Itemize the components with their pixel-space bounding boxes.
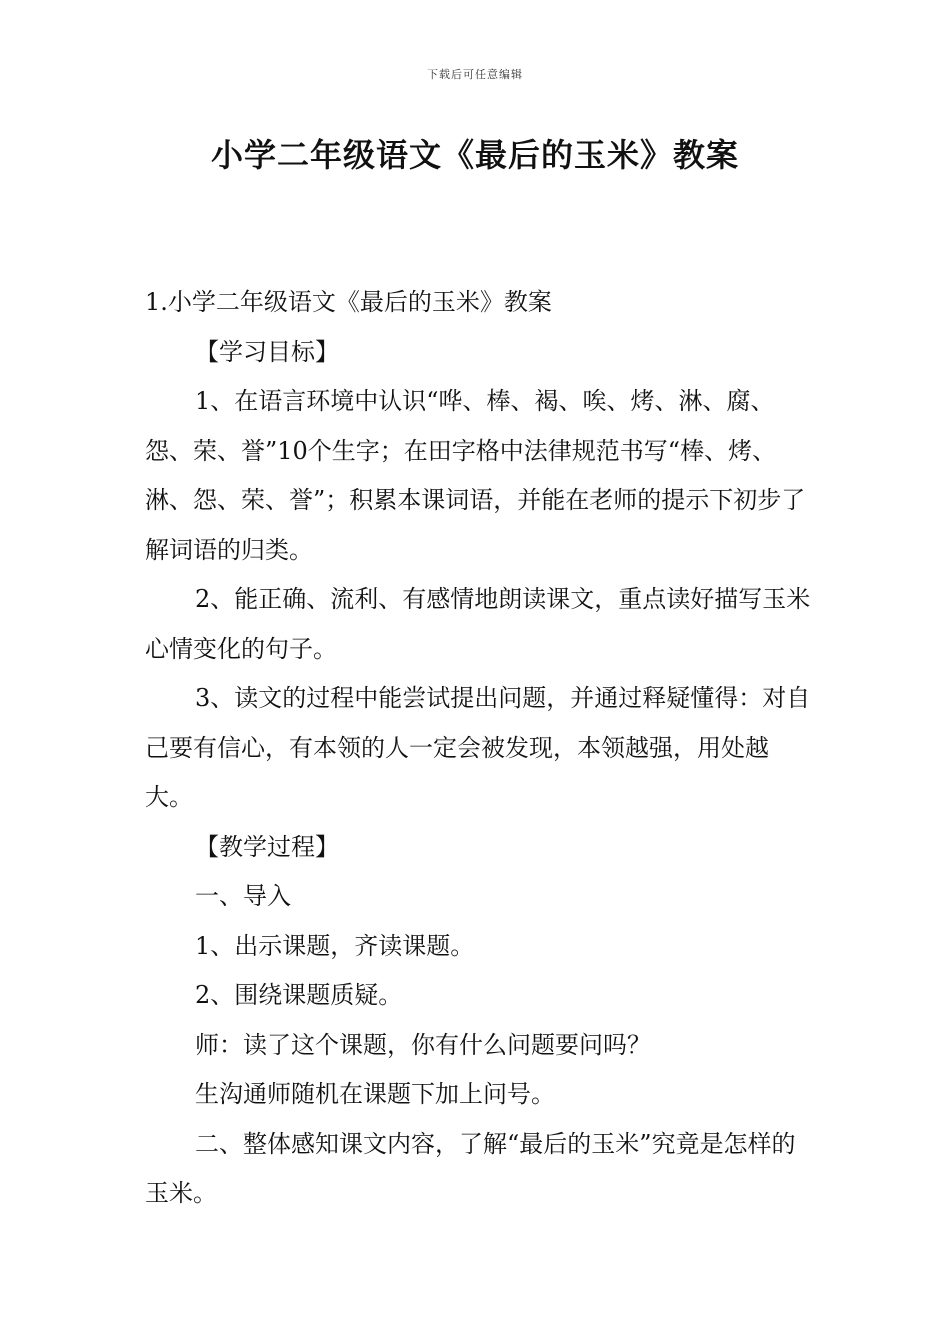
document-body — [145, 278, 815, 1219]
header-note: 下载后可任意编辑 — [427, 68, 523, 81]
heading-teaching-process: 【教学过程】 — [195, 832, 339, 861]
paragraph-step-intro: 一、导入 — [195, 882, 291, 910]
document-title: 小学二年级语文《最后的玉米》教案 — [210, 136, 739, 174]
heading-section-1: 1.小学二年级语文《最后的玉米》教案 — [145, 288, 552, 316]
heading-learning-goals: 【学习目标】 — [195, 337, 339, 366]
paragraph-step-1: 1、出示课题，齐读课题。 — [195, 931, 475, 960]
paragraph-goal-2: 2、能正确、流利、有感情地朗读课文，重点读好描写玉米心情变化的句子。 — [145, 585, 811, 663]
paragraph-student-response: 生沟通师随机在课题下加上问号。 — [195, 1080, 555, 1108]
paragraph-teacher-question: 师：读了这个课题，你有什么问题要问吗？ — [195, 1030, 651, 1059]
paragraph-step-overall: 二、整体感知课文内容，了解“最后的玉米”究竟是怎样的玉米。 — [145, 1129, 796, 1207]
paragraph-goal-1: 1、在语言环境中认识“哗、棒、褐、唉、烤、淋、腐、怨、荣、誉”10个生字；在田字格中法律规范书写“棒、烤、淋、怨、荣、誉”；积累本课词语，并能在老师的提示下初步了解词语的归类。 — [145, 387, 806, 564]
paragraph-step-2: 2、围绕课题质疑。 — [195, 981, 403, 1009]
paragraph-goal-3: 3、读文的过程中能尝试提出问题，并通过释疑懂得：对自己要有信心，有本领的人一定会被发现，本领越强，用处越大。 — [145, 684, 811, 811]
